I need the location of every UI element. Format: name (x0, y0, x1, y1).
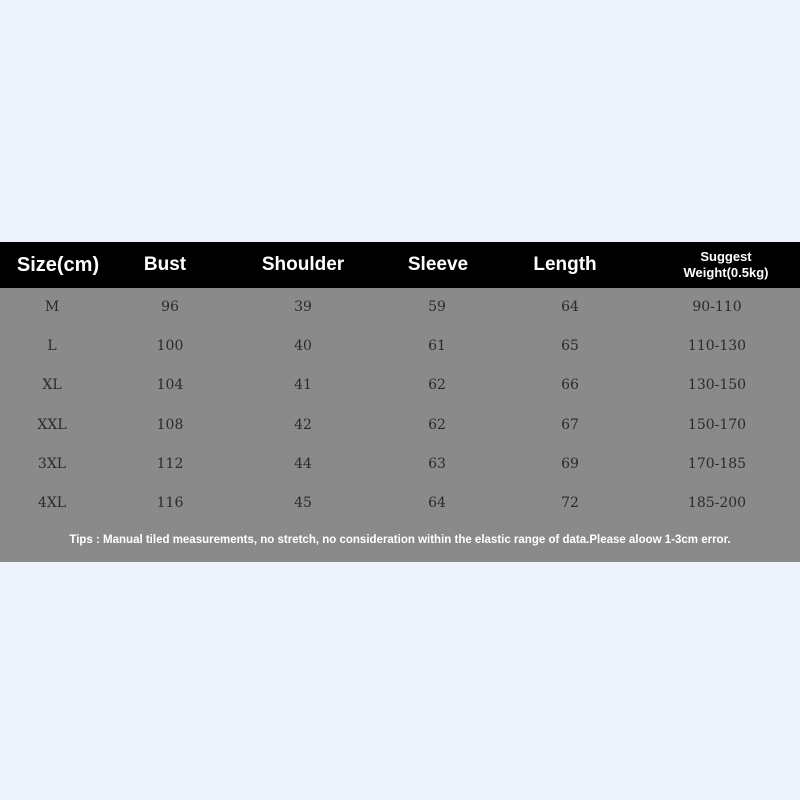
size-chart-header (0, 242, 800, 288)
cell-bust: 104 (156, 377, 184, 393)
cell-shoulder: 39 (294, 299, 312, 315)
cell-shoulder: 44 (294, 456, 312, 472)
cell-length: 64 (561, 299, 579, 315)
header-suggest-weight (684, 242, 769, 288)
cell-size: XL (42, 377, 62, 393)
header-bust: Bust (143, 254, 187, 275)
header-shoulder: Shoulder (261, 254, 345, 275)
cell-sleeve: 61 (428, 338, 446, 354)
cell-sleeve: 64 (428, 495, 446, 511)
cell-length: 72 (561, 495, 579, 511)
cell-weight: 170-185 (687, 456, 747, 472)
header-weight-line1: Suggest (700, 249, 752, 264)
cell-shoulder: 40 (294, 338, 312, 354)
header-size: Size(cm) (16, 253, 100, 276)
cell-sleeve: 59 (428, 299, 446, 315)
cell-shoulder: 41 (294, 377, 312, 393)
cell-length: 69 (561, 456, 579, 472)
cell-size: L (47, 338, 57, 354)
measurement-tips: Tips : Manual tiled measurements, no stretch, no consideration within the elastic range of data.Please aloow 1-3cm error. (69, 534, 731, 546)
cell-shoulder: 42 (294, 417, 312, 433)
cell-size: 3XL (37, 456, 67, 472)
cell-sleeve: 63 (428, 456, 446, 472)
cell-size: M (44, 299, 60, 315)
table-row (0, 292, 800, 322)
cell-shoulder: 45 (294, 495, 312, 511)
cell-bust: 112 (156, 456, 184, 472)
cell-weight: 110-130 (687, 338, 747, 354)
header-weight-line2: Weight(0.5kg) (683, 265, 769, 280)
cell-weight: 90-110 (692, 299, 742, 315)
cell-sleeve: 62 (428, 377, 446, 393)
cell-sleeve: 62 (428, 417, 446, 433)
cell-bust: 100 (156, 338, 184, 354)
table-row (0, 488, 800, 518)
cell-bust: 96 (161, 299, 179, 315)
cell-weight: 150-170 (687, 417, 747, 433)
cell-length: 67 (561, 417, 579, 433)
cell-size: XXL (37, 417, 67, 433)
table-row (0, 331, 800, 361)
cell-bust: 108 (156, 417, 184, 433)
cell-weight: 185-200 (687, 495, 747, 511)
cell-weight: 130-150 (687, 377, 747, 393)
size-chart (0, 242, 800, 562)
cell-size: 4XL (37, 495, 67, 511)
cell-length: 66 (561, 377, 579, 393)
table-row (0, 370, 800, 400)
cell-length: 65 (561, 338, 579, 354)
cell-bust: 116 (156, 495, 184, 511)
header-sleeve: Sleeve (407, 254, 469, 275)
table-row (0, 449, 800, 479)
header-length: Length (533, 254, 597, 275)
table-row (0, 410, 800, 440)
